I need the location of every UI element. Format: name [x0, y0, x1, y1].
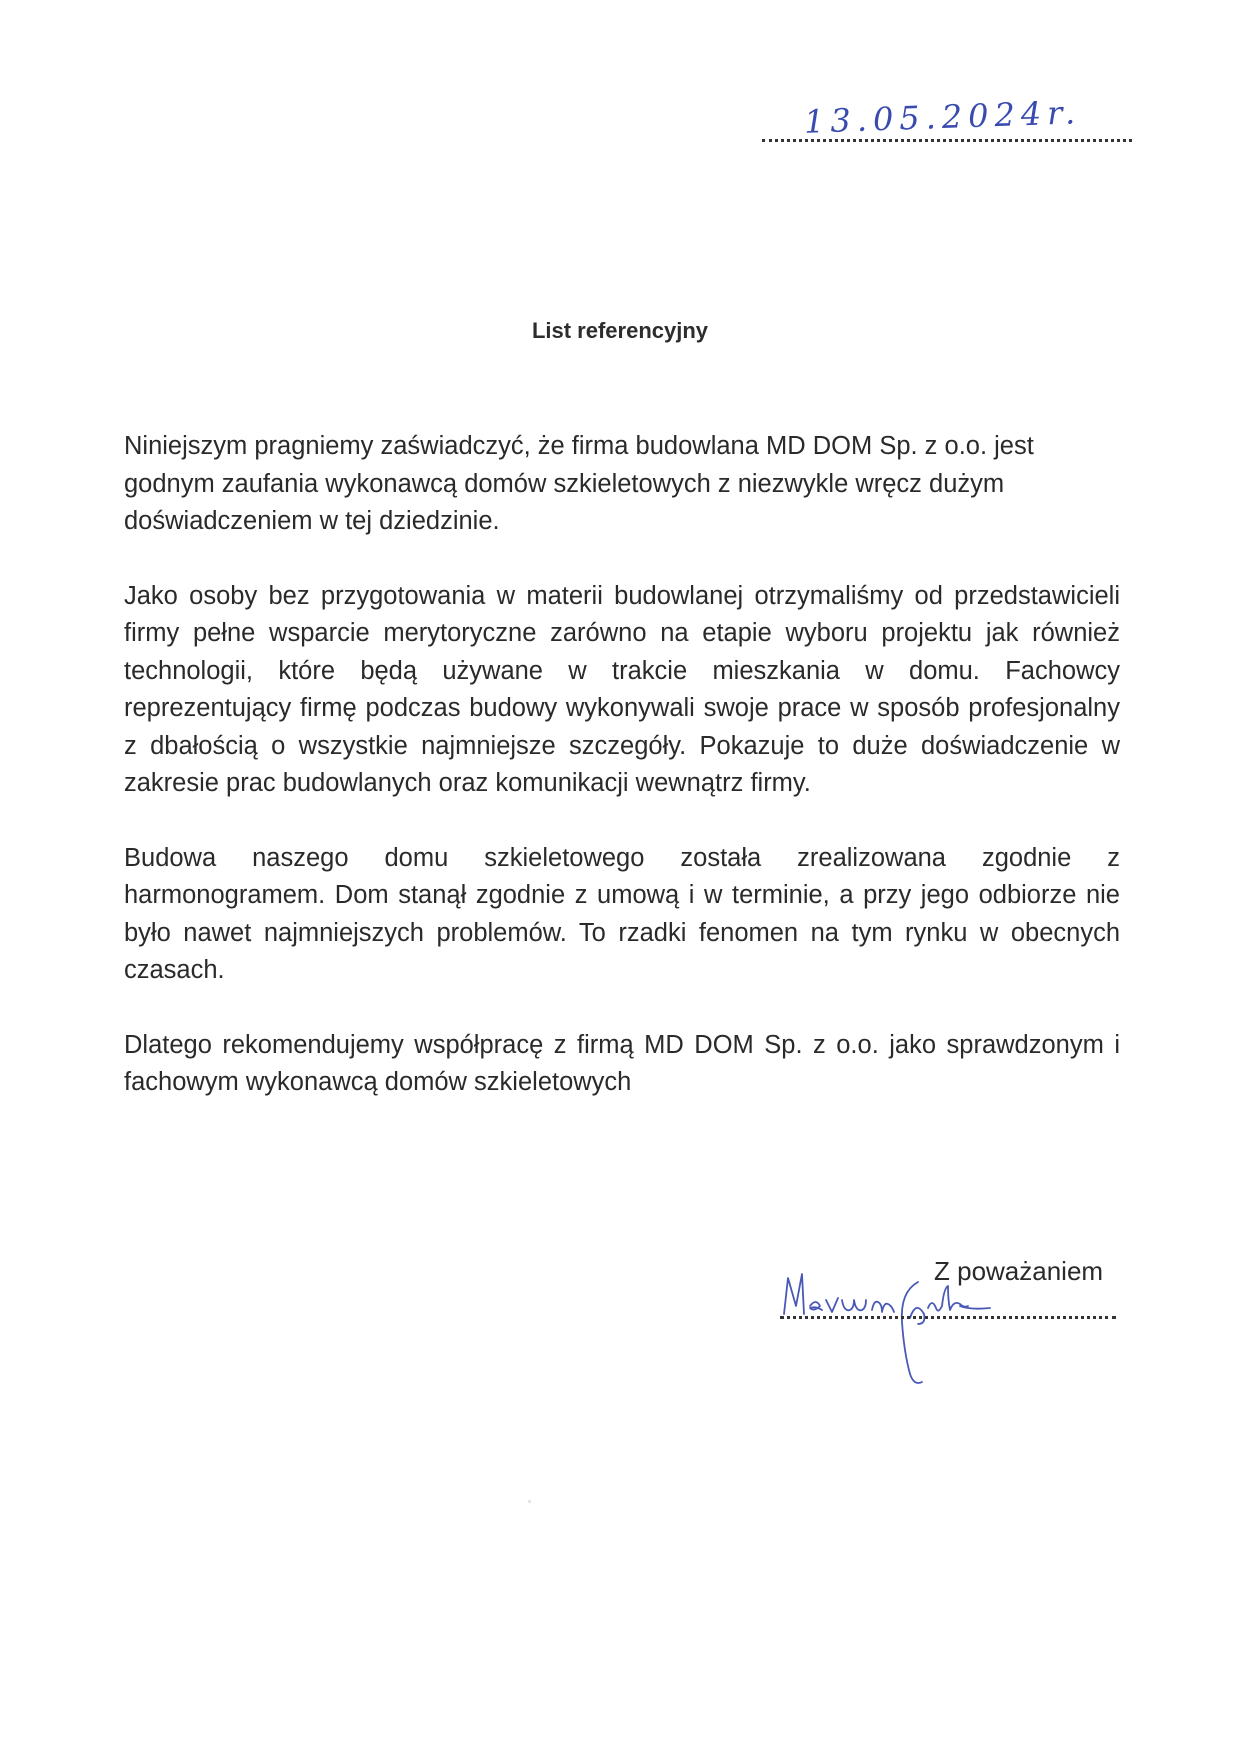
letter-title: List referencyjny [531, 318, 709, 343]
paragraph-1: Niniejszym pragniemy zaświadczyć, że firma budowlana MD DOM Sp. z o.o. jest godnym zaufania wykonawcą domów szkieletowych z niezwykle wręcz dużym doświadczeniem w tej dziedzinie. [124, 432, 1034, 535]
letter-body [124, 428, 1120, 1139]
date-dotted-line [762, 139, 1132, 142]
scan-speck [528, 1500, 531, 1503]
date-field [762, 93, 1132, 146]
handwritten-date: 13.05.2024r. [803, 93, 1082, 141]
paragraph-2: Jako osoby bez przygotowania w materii budowlanej otrzymaliśmy od przedstawicieli firmy pełne wsparcie merytoryczne zarówno na etapie wyboru projektu jak również technologii, które będą używane w trakcie mieszkania w domu. Fachowcy reprezentujący firmę podczas budowy wykonywali swoje prace w sposób profesjonalny z dbałością o wszystkie najmniejsze szczegóły. Pokazuje to duże doświadczenie w zakresie prac budowlanych oraz komunikacji wewnątrz firmy. [124, 581, 1120, 797]
signature-icon [778, 1262, 998, 1392]
paragraph-4: Dlatego rekomendujemy współpracę z firmą MD DOM Sp. z o.o. jako sprawdzonym i fachowym wykonawcą domów szkieletowych [124, 1030, 1120, 1096]
closing-salutation: Z poważaniem [934, 1256, 1104, 1286]
paragraph-3: Budowa naszego domu szkieletowego została zrealizowana zgodnie z harmonogramem. Dom stanął zgodnie z umową i w terminie, a przy jego odbiorze nie było nawet najmniejszych problemów. To rzadki fenomen na tym rynku w obecnych czasach. [124, 843, 1120, 984]
signature-dotted-line [780, 1316, 1116, 1319]
